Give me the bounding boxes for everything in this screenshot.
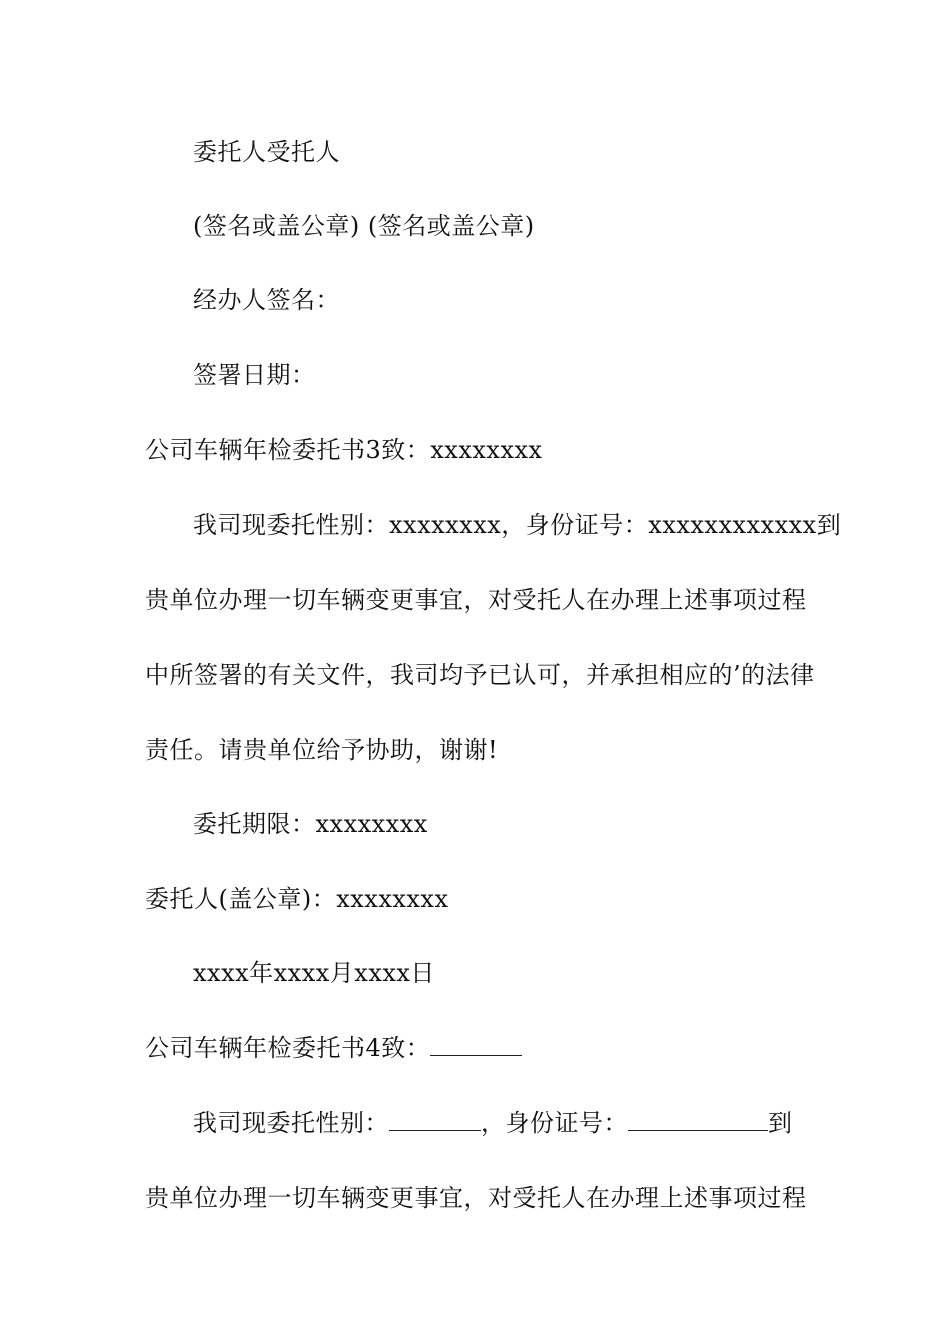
signatory-line: 委托人受托人 bbox=[193, 138, 340, 166]
letter-4-paragraph-1 bbox=[193, 1107, 815, 1139]
letter-4-title-text: 公司车辆年检委托书4致： bbox=[145, 1034, 431, 1062]
to-label: 到 bbox=[768, 1109, 793, 1137]
gender-blank bbox=[389, 1108, 481, 1131]
letter-3-paragraph-4: 责任。请贵单位给予协助，谢谢! bbox=[145, 736, 499, 764]
signature-note-line: (签名或盖公章) (签名或盖公章) bbox=[193, 212, 535, 240]
handler-signature-line: 经办人签名： bbox=[193, 286, 340, 314]
entrust-gender-label: 我司现委托性别： bbox=[193, 1109, 389, 1137]
letter-3-paragraph-3: 中所签署的有关文件，我司均予已认可，并承担相应的’的法律 bbox=[145, 661, 815, 689]
letter-4-title bbox=[145, 1032, 815, 1064]
letter-4-paragraph-2: 贵单位办理一切车辆变更事宜，对受托人在办理上述事项过程 bbox=[145, 1184, 807, 1212]
letter-3-title: 公司车辆年检委托书3致：xxxxxxxx bbox=[145, 436, 543, 464]
letter-3-paragraph-2: 贵单位办理一切车辆变更事宜，对受托人在办理上述事项过程 bbox=[145, 586, 807, 614]
letter-3-paragraph-1: 我司现委托性别：xxxxxxxx，身份证号：xxxxxxxxxxxx到 bbox=[193, 511, 842, 539]
id-number-label: ，身份证号： bbox=[481, 1109, 628, 1137]
entruster-seal-line: 委托人(盖公章)：xxxxxxxx bbox=[145, 885, 449, 913]
id-number-blank bbox=[628, 1108, 768, 1131]
entrust-period-line: 委托期限：xxxxxxxx bbox=[193, 810, 428, 838]
sign-date-line: 签署日期： bbox=[193, 361, 316, 389]
date-line: xxxx年xxxx月xxxx日 bbox=[193, 959, 435, 987]
recipient-blank bbox=[430, 1033, 522, 1056]
